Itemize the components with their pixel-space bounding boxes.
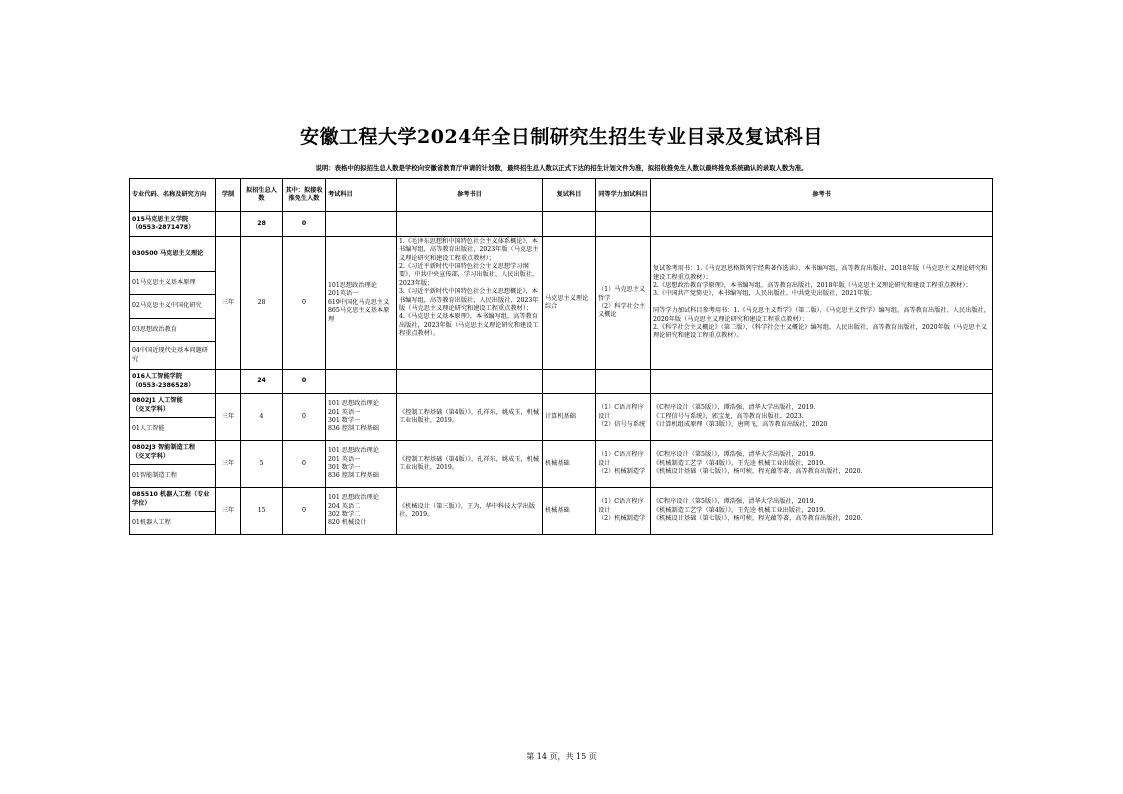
school-tuimian: 0: [283, 212, 326, 237]
direction-item: 04中国近现代史基本问题研究: [130, 342, 216, 370]
school-name: 016人工智能学院 （0553-2386528）: [130, 370, 216, 394]
major-duration: 三年: [216, 237, 241, 370]
header-major: 专业代码、名称及研究方向: [130, 179, 216, 212]
direction-item: 01智能制造工程: [130, 465, 216, 488]
major-extra: （1）C语言程序设计 （2）机械制造学: [596, 441, 651, 488]
major-ref2: 复试参考用书：1.《马克思恩格斯列宁经典著作选读》，本书编写组，高等教育出版社，2018年版（马克思主义理论研究和建设工程重点教材）； 2.《思想政治教育学原理》，本书编写组，高等教育出版社，2018年版（马克思主义理论研究和建设工程重点教材）； 3.《中国共产党简史》，本书编写组，人民出版社、中共党史出版社，2021年版； 同等学力加试科目参考用书：1.《马克思主义哲学》（第二版），《马克思主义哲学》编写组，高等教育出版社、人民出版社，2020年版（马克思主义理论研究和建设工程重点教材）； 2.《科学社会主义概论》（第二版），《科学社会主义概论》编写组，人民出版社、高等教育出版社，2020年版（马克思主义理论研究和建设工程重点教材）。: [651, 237, 993, 370]
major-name: 0802J1 人工智能 （交叉学科）: [130, 394, 216, 418]
header-ref2: 参考书: [651, 179, 993, 212]
major-retest: 马克思主义理论综合: [543, 237, 596, 370]
note-text: 说明：表格中的拟招生总人数是学校向安徽省教育厅申请的计划数，最终招生总人数以正式下达的招生计划文件为准，拟招收推免生人数以最终推免系统确认的录取人数为准。: [315, 164, 808, 172]
school-total: 24: [241, 370, 283, 394]
header-total: 拟招生总人数: [241, 179, 283, 212]
major-total: 5: [241, 441, 283, 488]
major-exam: 101 思想政治理论 201 英语一 301 数学一 836 控制工程基础: [326, 394, 397, 441]
major-total: 28: [241, 237, 283, 370]
major-ref: 《控制工程基础（第4版）》，孔祥东，姚成玉，机械工业出版社，2019。: [397, 394, 543, 441]
major-row: [130, 488, 993, 512]
major-retest: 机械基础: [543, 441, 596, 488]
header-duration: 学制: [216, 179, 241, 212]
major-ref2: 《C程序设计（第5版）》，谭浩强，清华大学出版社，2019. 《机械制造工艺学（第4版）》，王先逵 机械工业出版社，2019. 《机械设计基础（第七版）》，杨可桢，程光蕴等著，高等教育出版社，2020.: [651, 441, 993, 488]
school-total: 28: [241, 212, 283, 237]
major-duration: 三年: [216, 441, 241, 488]
page-title: 安徽工程大学2024年全日制研究生招生专业目录及复试科目: [300, 126, 823, 148]
direction-item: 03思想政治教育: [130, 319, 216, 342]
school-tuimian: 0: [283, 370, 326, 394]
major-retest: 计算机基础: [543, 394, 596, 441]
direction-item: 02马克思主义中国化研究: [130, 295, 216, 319]
major-tuimian: 0: [283, 488, 326, 535]
major-duration: 三年: [216, 488, 241, 535]
major-ref: 1.《毛泽东思想和中国特色社会主义体系概论》，本书编写组，高等教育出版社，2023年版（马克思主义理论研究和建设工程重点教材）； 2.《习近平新时代中国特色社会主义思想学习纲要》，中共中央宣传部，学习出版社、人民出版社，2023年版； 3.《习近平新时代中国特色社会主义思想概论》，本书编写组，高等教育出版社、人民出版社，2023年版（马克思主义理论研究和建设工程重点教材）； 4.《马克思主义基本原理》，本书编写组，高等教育出版社，2023年版（马克思主义理论研究和建设工程重点教材）。: [397, 237, 543, 370]
header-retest: 复试科目: [543, 179, 596, 212]
major-tuimian: 0: [283, 394, 326, 441]
major-extra: （1）马克思主义哲学 （2）科学社会主义概论: [596, 237, 651, 370]
major-total: 15: [241, 488, 283, 535]
major-exam: 101 思想政治理论 204 英语二 302 数学二 820 机械设计: [326, 488, 397, 535]
major-exam: 101思想政治理论 201英语一 619中国化马克思主义 865马克思主义基本原理: [326, 237, 397, 370]
major-ref: 《机械设计（第三版）》，王为，华中科技大学出版社，2019。: [397, 488, 543, 535]
major-ref2: 《C程序设计（第5版）》，谭浩强，清华大学出版社，2019. 《工程信号与系统》，郭宝龙，高等教育出版社，2023. 《计算机组成原理（第3版）》，唐朔飞，高等教育出版社，2020: [651, 394, 993, 441]
header-ref: 参考书目: [397, 179, 543, 212]
major-ref2: 《C程序设计（第5版）》，谭浩强，清华大学出版社，2019. 《机械制造工艺学（第4版）》，王先逵 机械工业出版社，2019. 《机械设计基础（第七版）》，杨可桢，程光蕴等著，高等教育出版社，2020.: [651, 488, 993, 535]
major-tuimian: 0: [283, 441, 326, 488]
major-retest: 机械基础: [543, 488, 596, 535]
major-exam: 101 思想政治理论 201 英语一 301 数学一 836 控制工程基础: [326, 441, 397, 488]
major-row: [130, 394, 993, 418]
major-extra: （1）C语言程序设计 （2）机械制造学: [596, 488, 651, 535]
catalog-table: [129, 178, 993, 535]
major-name: 0802J3 智能制造工程 （交叉学科）: [130, 441, 216, 465]
major-extra: （1）C语言程序设计 （2）信号与系统: [596, 394, 651, 441]
major-duration: 三年: [216, 394, 241, 441]
school-name: 015马克思主义学院 （0553-2871478）: [130, 212, 216, 237]
direction-item: 01马克思主义基本原理: [130, 272, 216, 295]
page-footer: 第 14 页，共 15 页: [526, 752, 597, 761]
major-name: 085510 机器人工程（专业学位）: [130, 488, 216, 512]
header-exam: 考试科目: [326, 179, 397, 212]
header-tuimian: 其中：拟接收推免生人数: [283, 179, 326, 212]
major-total: 4: [241, 394, 283, 441]
major-ref: 《控制工程基础（第4版）》，孔祥东，姚成玉，机械工业出版社，2019。: [397, 441, 543, 488]
direction-item: 01机器人工程: [130, 512, 216, 535]
major-name: 030500 马克思主义理论: [130, 237, 216, 272]
major-row: [130, 237, 993, 272]
school-row: [130, 212, 993, 237]
direction-item: 01人工智能: [130, 418, 216, 441]
school-row: [130, 370, 993, 394]
major-tuimian: 0: [283, 237, 326, 370]
header-extra: 同等学力加试科目: [596, 179, 651, 212]
major-row: [130, 441, 993, 465]
header-row: [130, 179, 993, 212]
